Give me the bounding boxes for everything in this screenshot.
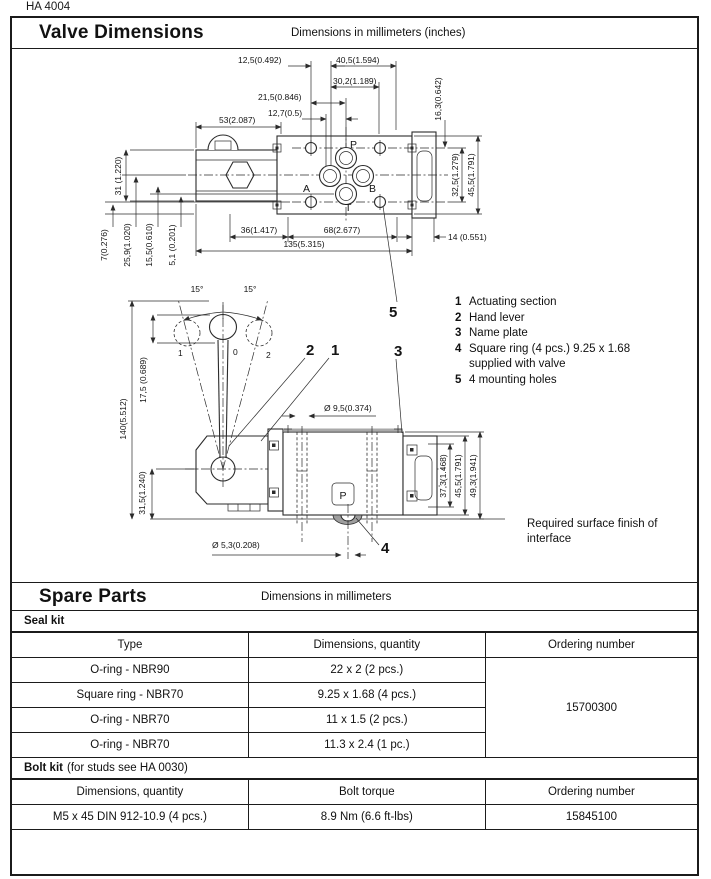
callout-5-leader [383,206,397,302]
side-view-drawing [118,284,505,559]
legend-num: 5 [455,373,462,386]
dim-label: 37,3(1.468) [438,454,448,498]
port-label-t: T [345,202,352,214]
callout-1: 1 [331,342,340,359]
dim-label: 16,3(0.642) [433,77,443,121]
legend-text: 4 mounting holes [469,373,557,386]
dim-label: Ø 9,5(0.374) [324,403,372,413]
port-label-b: B [369,183,377,195]
seal-ordering-number: 15700300 [485,658,697,758]
seal-dims: 9.25 x 1.68 (4 pcs.) [248,683,485,708]
seal-type: Square ring - NBR70 [12,683,248,708]
legend-item [455,295,683,311]
dim-label: 45,5(1.791) [466,153,476,197]
bolt-kit-label: Bolt kit [24,762,63,774]
legend-text: Name plate [469,327,528,339]
dim-label: 135(5.315) [283,239,325,249]
dim-label: 36(1.417) [240,225,278,235]
dim-label: 140(5.512) [118,398,128,440]
lever-position-0: 0 [233,347,238,357]
bolt-kit-label-note: (for studs see HA 0030) [66,762,188,774]
legend-text: Hand lever [469,311,525,324]
legend-num: 4 [455,342,462,355]
lever-position-1: 1 [178,348,183,358]
legend-item [455,342,683,373]
dim-label: 5,1 (0.201) [167,224,177,266]
table-row [12,658,697,683]
seal-type: O-ring - NBR70 [12,708,248,733]
callout-2: 2 [306,342,315,359]
callout-5: 5 [389,304,398,321]
valve-dimensions-header [12,18,697,49]
drawing-legend [455,295,683,388]
col-header-torque: Bolt torque [248,780,485,805]
seal-kit-label-band [12,611,697,632]
seal-type: O-ring - NBR90 [12,658,248,683]
top-view-drawing [99,55,487,302]
dim-label: 7(0.276) [99,229,109,261]
callout-4-leader [356,518,379,545]
dim-label: 31,5(1.240) [137,471,147,515]
dim-label: 17,5 (0.689) [138,357,148,403]
valve-drawing-area [12,49,697,582]
dim-label: 12,5(0.492) [238,55,282,65]
section-title-valve-dimensions: Valve Dimensions [39,22,204,43]
dim-label: 68(2.677) [323,225,361,235]
dim-label: 30,2(1.189) [333,76,377,86]
bolt-kit-label-band [12,758,697,779]
seal-type: O-ring - NBR70 [12,733,248,758]
lever-position-2: 2 [266,350,271,360]
col-header-dimensions: Dimensions, quantity [248,633,485,658]
dim-label: 25,9(1.020) [122,223,132,267]
legend-num: 2 [455,311,462,324]
legend-num: 1 [455,296,462,308]
dim-label: 45,5(1.791) [453,454,463,498]
dim-label: 40,5(1.594) [336,55,380,65]
spare-parts-units: Dimensions in millimeters [261,590,392,603]
bolt-dimensions: M5 x 45 DIN 912-10.9 (4 pcs.) [12,805,248,830]
seal-dims: 11.3 x 2.4 (1 pc.) [248,733,485,758]
dim-label: 12,7(0.5) [268,108,303,118]
legend-item [455,326,683,342]
bolt-torque: 8.9 Nm (6.6 ft-lbs) [248,805,485,830]
port-label-a: A [303,183,311,195]
col-header-dimensions: Dimensions, quantity [12,780,248,805]
dim-label: 31 (1.220) [113,156,123,196]
surface-finish-note: Required surface finish of interface [527,518,658,545]
page-frame [10,16,699,876]
valve-dimensions-units: Dimensions in millimeters (inches) [291,27,466,39]
bolt-ordering-number: 15845100 [485,805,697,830]
seal-dims: 22 x 2 (2 pcs.) [248,658,485,683]
legend-item [455,373,683,389]
valve-body-side [283,432,403,515]
document-code: HA 4004 [26,1,71,13]
legend-num: 3 [455,327,462,339]
bolt-kit-table [12,779,697,830]
port-label-p: P [350,139,358,151]
dim-label: Ø 5,3(0.208) [212,540,260,550]
dim-label: 53(2.087) [219,115,256,125]
legend-text: Square ring (4 pcs.) 9.25 x 1.68 supplied with valve [469,342,631,370]
spare-parts-header [12,582,697,611]
angle-label: 15° [243,284,257,294]
legend-text: Actuating section [469,296,557,308]
dim-label: 49,3(1.941) [468,454,478,498]
seal-kit-label: Seal kit [24,615,65,627]
callout-3-leader [396,359,402,433]
dim-label: 21,5(0.846) [258,92,302,102]
col-header-ordering: Ordering number [485,633,697,658]
callout-3: 3 [394,343,403,360]
dim-label: 15,5(0.610) [144,223,154,267]
dim-label: 14 (0.551) [448,232,487,242]
angle-label: 15° [190,284,204,294]
col-header-type: Type [12,633,248,658]
seal-dims: 11 x 1.5 (2 pcs.) [248,708,485,733]
table-row [12,805,697,830]
section-title-spare-parts: Spare Parts [39,585,147,607]
seal-kit-table [12,632,697,758]
legend-item [455,311,683,327]
side-port-label-p: P [339,490,347,502]
col-header-ordering: Ordering number [485,780,697,805]
callout-4: 4 [381,540,390,557]
bolt-kit-header-row [12,780,697,805]
seal-kit-header-row [12,633,697,658]
dim-label: 32,5(1.279) [450,153,460,197]
